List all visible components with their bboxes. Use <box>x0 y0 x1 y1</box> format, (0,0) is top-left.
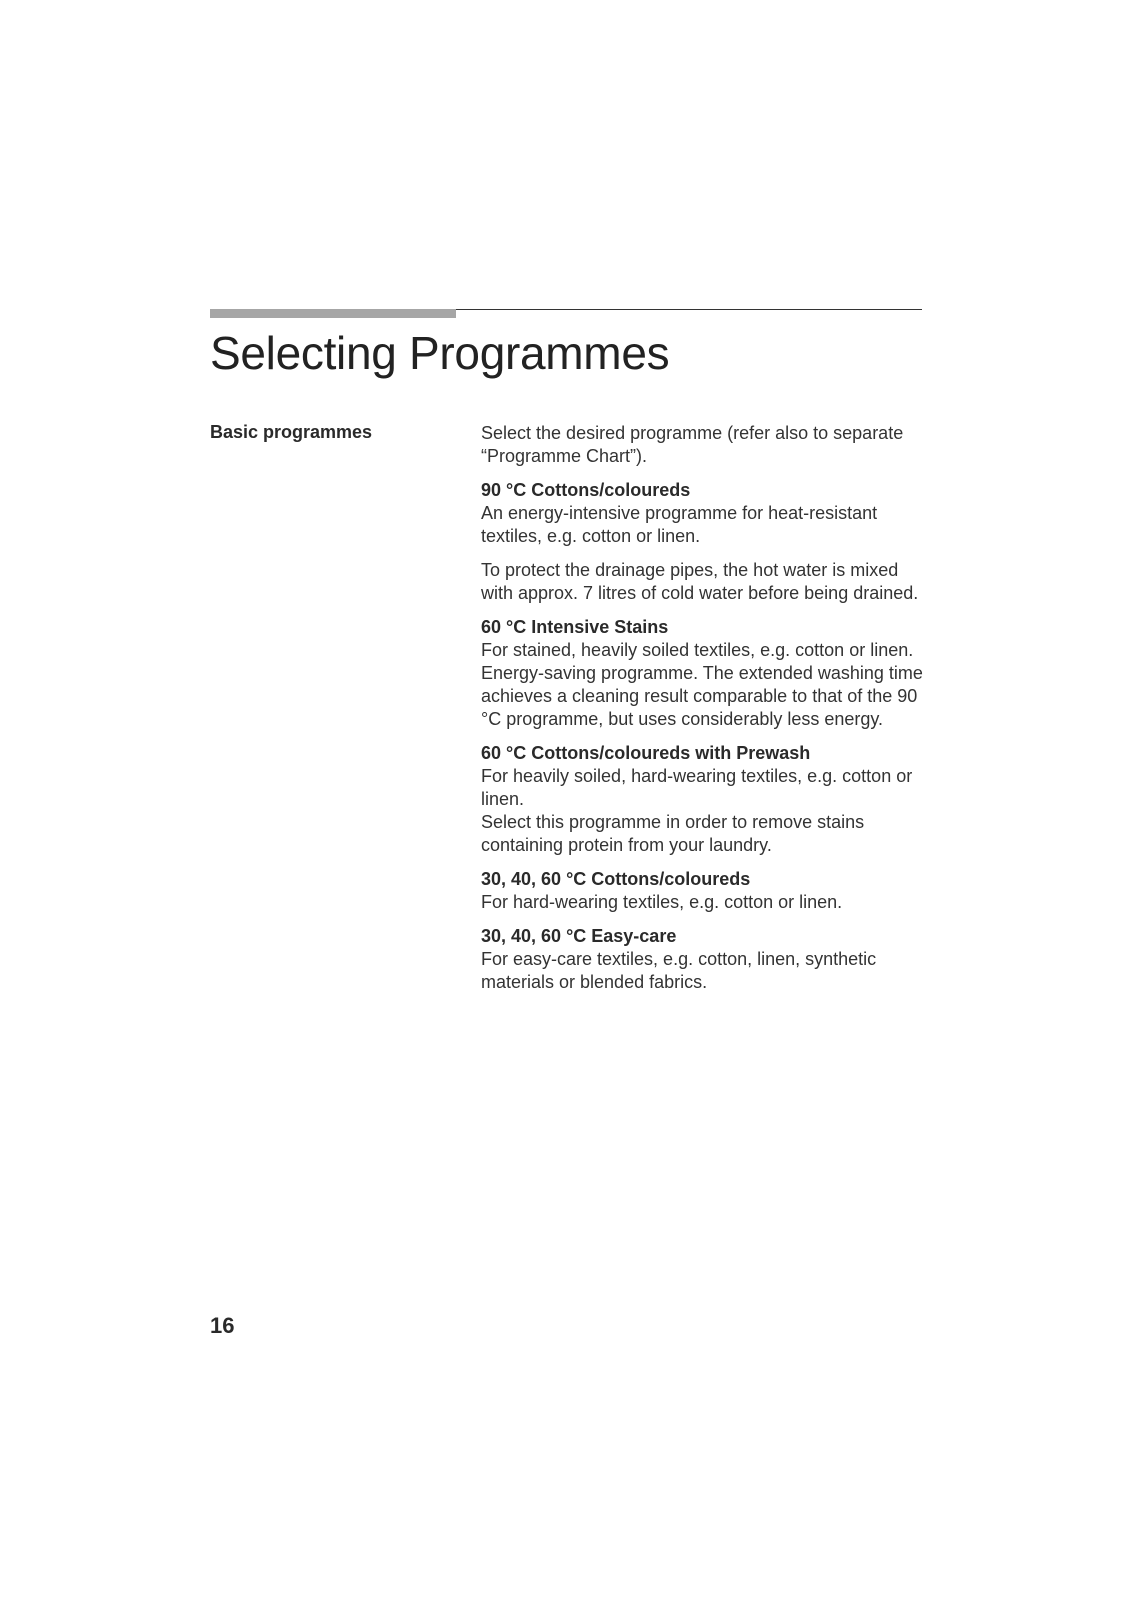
programme-item <box>481 925 923 994</box>
programme-item <box>481 479 923 605</box>
programme-description: For stained, heavily soiled textiles, e.g. cotton or linen. Energy-saving programme. The extended washing time achieves a cleaning result comparable to that of the 90 °C programme, but uses considerably less energy. <box>481 640 923 729</box>
section-body <box>481 422 923 1005</box>
programme-title: 60 °C Intensive Stains <box>481 617 669 637</box>
programme-item <box>481 868 923 914</box>
programme-item <box>481 616 923 731</box>
programme-title: 30, 40, 60 °C Cottons/coloureds <box>481 869 751 889</box>
programme-note: To protect the drainage pipes, the hot water is mixed with approx. 7 litres of cold water before being drained. <box>481 560 919 603</box>
programme-item <box>481 742 923 857</box>
programme-description: For heavily soiled, hard-wearing textiles, e.g. cotton or linen. <box>481 766 913 809</box>
programme-title: 30, 40, 60 °C Easy-care <box>481 926 677 946</box>
section-heading: Basic programmes <box>210 422 373 442</box>
programme-description: For easy-care textiles, e.g. cotton, linen, synthetic materials or blended fabrics. <box>481 949 877 992</box>
section-intro: Select the desired programme (refer also to separate “Programme Chart”). <box>481 423 904 466</box>
programme-description: An energy-intensive programme for heat-resistant textiles, e.g. cotton or linen. <box>481 503 878 546</box>
header-rule-accent <box>210 309 456 318</box>
page-number: 16 <box>210 1313 235 1338</box>
programme-note: Select this programme in order to remove stains containing protein from your laundry. <box>481 812 865 855</box>
page-title: Selecting Programmes <box>210 327 670 379</box>
programme-title: 60 °C Cottons/coloureds with Prewash <box>481 743 811 763</box>
programme-title: 90 °C Cottons/coloureds <box>481 480 691 500</box>
programme-description: For hard-wearing textiles, e.g. cotton or linen. <box>481 892 843 912</box>
